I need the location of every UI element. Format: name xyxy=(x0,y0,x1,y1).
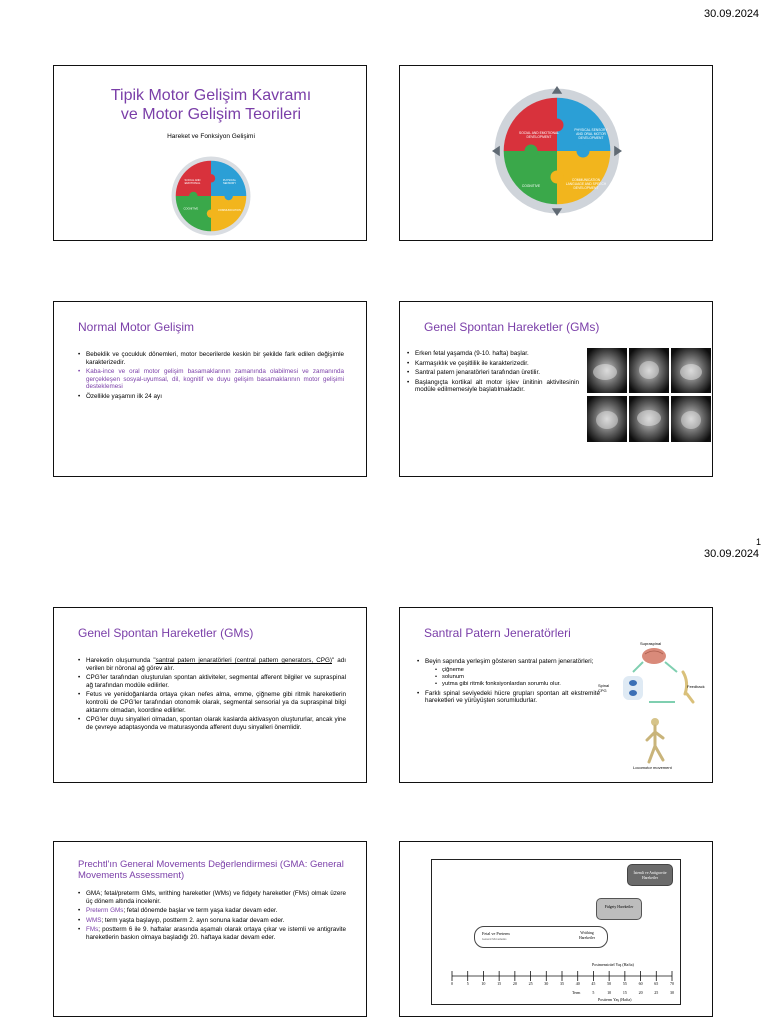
slide-4-bullet-4: • Başlangıçta kortikal alt motor işlev ünitinin aktivitesinin modüle edilmemesiyle başlatılmaktadır. xyxy=(407,379,579,394)
puzzle-label-physical: PHYSICAL SENSORY AND ORAL MOTOR DEVELOPMENT xyxy=(574,128,608,140)
slide-2-puzzle xyxy=(399,65,713,241)
pm-tick-label: 45 xyxy=(591,981,596,986)
pm-age-label: Postmenstrüel Yaş (Hafta) xyxy=(592,962,634,967)
slide-4-bullet-3: • Santral patern jenaratörleri tarafından üretilir. xyxy=(407,369,579,377)
slide-4-title: Genel Spontan Hareketler (GMs) xyxy=(424,320,600,334)
pm-tick-labels xyxy=(450,981,674,988)
slide-4-gms xyxy=(399,301,713,477)
slide-3-bullet-2: • Kaba-ince ve oral motor gelişim basamaklarının zamanında olabilmesi ve zamanında gerçekleşen sosyal-uyumsal, dil, kognitif ve duyu gelişim basamaklarının motor gelişimi desteklemesi xyxy=(78,368,344,391)
pt-tick-label: 25 xyxy=(654,990,659,995)
puzzle-label-social: SOCIAL AND EMOTIONAL DEVELOPMENT xyxy=(519,131,559,139)
slide-7-bullet-2: • Preterm GMs; fetal dönemde başlar ve term yaşa kadar devam eder. xyxy=(78,907,346,915)
pm-tick-label: 20 xyxy=(512,981,517,986)
slide-5-gms-cpg xyxy=(53,607,367,783)
pm-tick-label: 10 xyxy=(481,981,486,986)
svg-text:SENSORY: SENSORY xyxy=(222,182,236,186)
box-intentional-movements: İstemli ve Antigravite Hareketler xyxy=(627,864,673,886)
slide-5-title: Genel Spontan Hareketler (GMs) xyxy=(78,626,254,640)
slide-1-title-line-1: Tipik Motor Gelişim Kavramı xyxy=(110,87,312,104)
box-fidgety: Fidgety Hareketler xyxy=(596,898,642,920)
slide-3-normal-motor xyxy=(53,301,367,477)
slide-6-cpg xyxy=(399,607,713,783)
date-top: 30.09.2024 xyxy=(704,8,760,20)
pm-tick-label: 40 xyxy=(575,981,580,986)
slide-5-bullet-4: • CPG'ler duyu sinyalleri olmadan, spontan olarak kaslarda aktivasyon oluştururlar, ancak yine de çevreye adaptasyonda ve maturasyonda afferent duyu sinyalleri önemlidir. xyxy=(78,716,346,731)
label-spinal-cpg: Spinal CPG xyxy=(598,683,610,693)
pm-tick-label: 55 xyxy=(622,981,627,986)
label-feedback: Feedback xyxy=(687,684,705,689)
pm-tick-label: 65 xyxy=(654,981,659,986)
puzzle-label-cognitive: COGNITIVE xyxy=(521,184,541,188)
pm-tick-label: 0 xyxy=(451,981,453,986)
slide-4-bullet-2: • Karmaşıklık ve çeşitlilik ile karakterizedir. xyxy=(407,360,579,368)
svg-text:EMOTIONAL: EMOTIONAL xyxy=(184,182,201,186)
slide-8-timeline xyxy=(399,841,713,1017)
slide-5-bullet-1: • Hareketin oluşumunda "santral patern jenaratörleri (central pattern generators, CPG)" adı verilen bir nöronal ağ görev alır. xyxy=(78,657,346,672)
slide-7-bullet-4: • FMs; postterm 6 ile 9. haftalar arasında aşamalı olarak ortaya çıkar ve istemli ve antigravite hareketlerin baskın olmaya başladığı 20. haftaya kadar devam eder. xyxy=(78,926,346,941)
pt-tick-label: 20 xyxy=(638,990,643,995)
slide-5-bullet-2: • CPG'ler tarafından oluşturulan spontan aktiviteler, segmental afferent bilgiler ve supraspinal ağ tarafından modüle edilirler. xyxy=(78,674,346,689)
slide-6-sub-3: • yutma gibi ritmik fonksiyonlardan sorumlu olur. xyxy=(435,681,600,688)
ultrasound-image-grid xyxy=(587,348,711,442)
slide-5-bullets xyxy=(78,657,346,733)
svg-text:PHYSICAL: PHYSICAL xyxy=(222,178,237,182)
pm-tick-label: 5 xyxy=(466,981,469,986)
label-fetal: Fetal ve Preterm xyxy=(482,931,510,936)
svg-text:SOCIAL AND: SOCIAL AND xyxy=(184,178,201,182)
spinal-cord-icon xyxy=(623,676,643,700)
slide-7-title: Prechtl'ın General Movements Değerlendirmesi (GMA: General Movements Assessment) xyxy=(78,859,344,881)
pm-tick-label: 15 xyxy=(497,981,502,986)
development-puzzle-graphic xyxy=(169,154,253,238)
slide-3-title: Normal Motor Gelişim xyxy=(78,320,195,334)
slide-4-bullets xyxy=(407,350,579,396)
pm-tick-label: 35 xyxy=(560,981,564,986)
pt-age-label: Postterm Yaş (Hafta) xyxy=(598,997,632,1002)
label-supraspinal: Supraspinal xyxy=(640,641,662,646)
pt-tick-label: 5 xyxy=(592,990,595,995)
slide-6-title: Santral Patern Jeneratörleri xyxy=(424,626,571,640)
slide-6-bullet-1: • Beyin sapında yerleşim gösteren santral patern jeneratörleri; • çiğneme • solunum • yutma gibi ritmik fonksiyonlardan sorumlu olur. xyxy=(417,658,600,688)
slide-1-title-line-2: ve Motor Gelişim Teorileri xyxy=(120,106,302,123)
pt-tick-labels xyxy=(450,990,674,997)
brain-icon xyxy=(642,648,666,664)
pt-tick-label: 15 xyxy=(622,990,627,995)
slide-7-gma xyxy=(53,841,367,1017)
slide-1-subtitle: Hareket ve Fonksiyon Gelişimi xyxy=(167,133,255,140)
slide-7-bullet-3: • WMS; term yaşta başlayıp, postterm 2. ayın sonuna kadar devam eder. xyxy=(78,917,346,925)
term-label: Term xyxy=(572,990,581,995)
slide-4-bullet-1: • Erken fetal yaşamda (9-10. hafta) başlar. xyxy=(407,350,579,358)
slide-6-bullets xyxy=(417,658,600,707)
puzzle-label-communication: COMMUNICATION LANGUAGE AND SPEECH DEVELOPMENT xyxy=(565,178,607,190)
pt-tick-label: 10 xyxy=(607,990,612,995)
date-middle: 30.09.2024 xyxy=(704,548,760,560)
slide-6-sub-2: • solunum xyxy=(435,674,600,681)
slide-6-bullet-2: • Farklı spinal seviyedeki hücre grupları spontan alt ekstremite hareketleri ve yürüyüşten sorumludurlar. xyxy=(417,690,600,705)
svg-text:COGNITIVE: COGNITIVE xyxy=(183,207,199,211)
label-writhing: Writhing Hareketler xyxy=(578,931,596,940)
slide-7-bullets xyxy=(78,890,346,944)
pm-tick-label: 50 xyxy=(607,981,612,986)
slide-7-bullet-1: • GMA; fetal/preterm GMs, writhing hareketler (WMs) ve fidgety hareketler (FMs) olmak üzere üç dönem altında incelenir. xyxy=(78,890,346,905)
svg-text:COMMUNICATION: COMMUNICATION xyxy=(217,209,241,213)
slide-1-title xyxy=(53,65,367,241)
pm-tick-label: 30 xyxy=(544,981,549,986)
slide-5-bullet-3: • Fetus ve yenidoğanlarda ortaya çıkan nefes alma, emme, çiğneme gibi ritmik hareketlerin kontrolü de CPG'ler tarafından otonomik olarak, segmental sensorial ya da supraspinal bilgi aktarımı olmadan, koordine edilirler. xyxy=(78,691,346,714)
pm-tick-label: 60 xyxy=(638,981,643,986)
development-puzzle-large xyxy=(492,86,622,216)
slide-3-bullets xyxy=(78,351,344,403)
cpg-diagram xyxy=(605,636,711,776)
label-locomotor: Locomotor movement xyxy=(633,765,672,770)
slide-6-sub-list xyxy=(435,667,600,688)
pt-tick-label: 30 xyxy=(670,990,674,995)
label-fetal-sub: General Movements xyxy=(482,937,507,941)
slide-6-sub-1: • çiğneme xyxy=(435,667,600,674)
slide-3-bullet-3: • Özellikle yaşamın ilk 24 ayı xyxy=(78,393,344,401)
slide-3-bullet-1: • Bebeklik ve çocukluk dönemleri, motor becerilerde keskin bir şekilde fark edilen değişimle karakterizedir. xyxy=(78,351,344,366)
pm-tick-label: 70 xyxy=(670,981,674,986)
page-number: 1 xyxy=(756,537,762,547)
pm-tick-label: 25 xyxy=(528,981,533,986)
